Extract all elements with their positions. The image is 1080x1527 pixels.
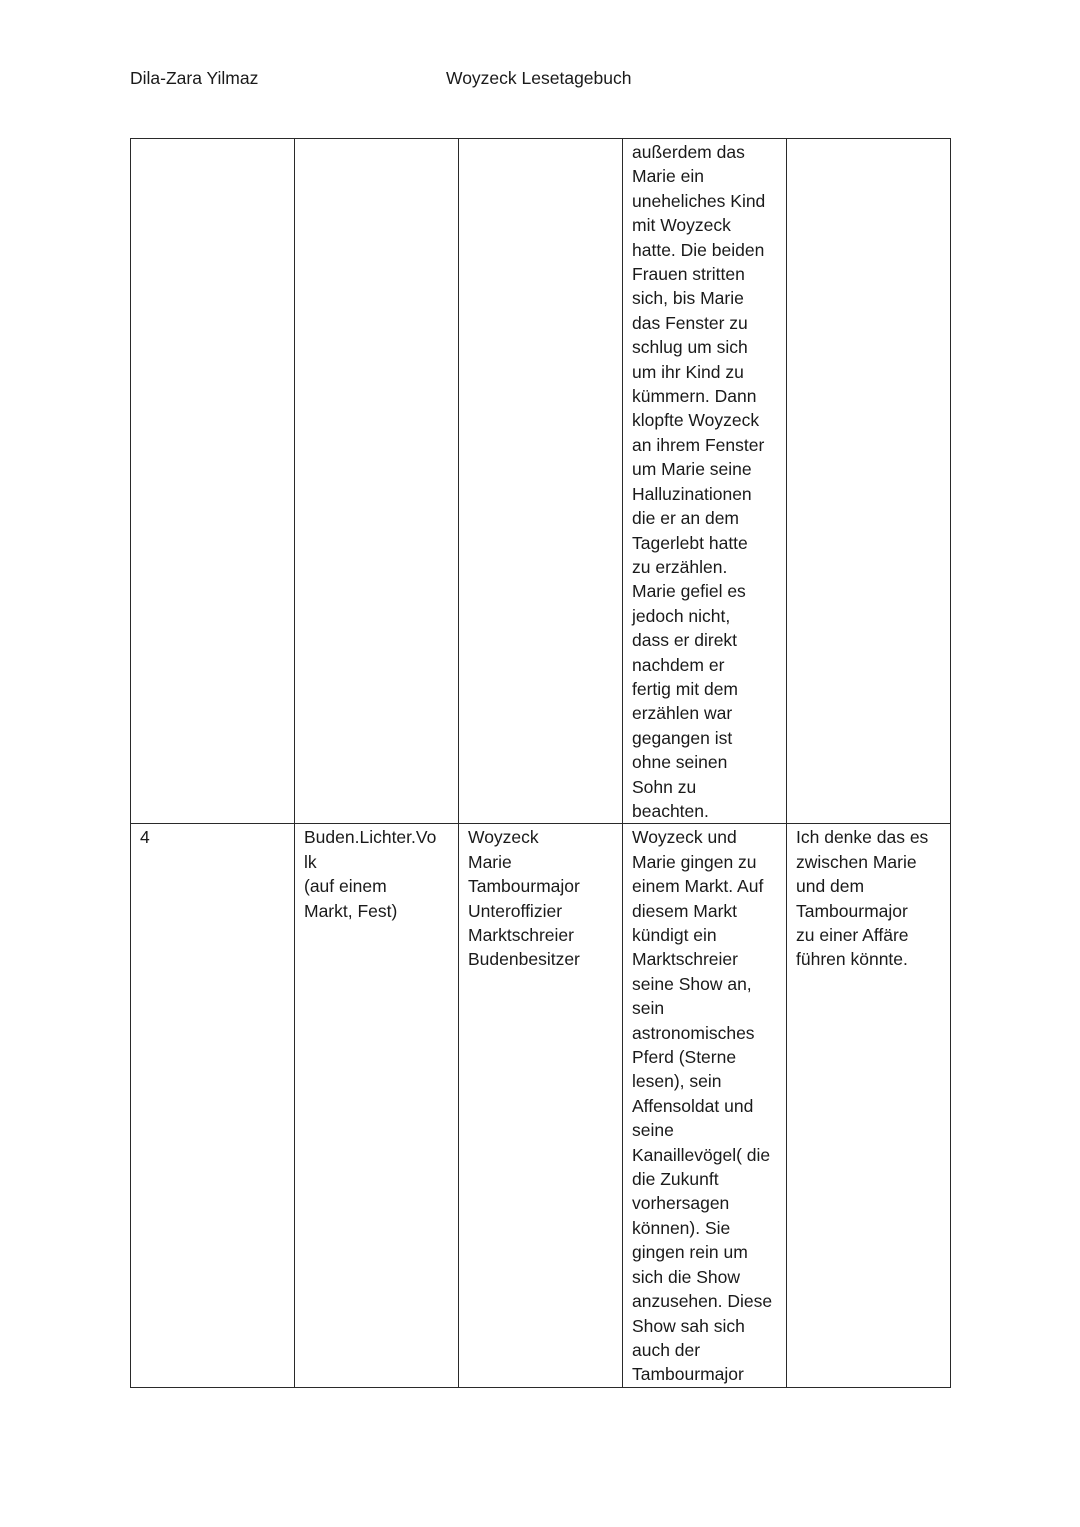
cell-line: anzusehen. Diese	[632, 1291, 773, 1312]
scene-number-cell	[131, 824, 295, 1387]
cell-line: Kanaillevögel( die	[632, 1144, 771, 1165]
cell-line: seine	[632, 1120, 674, 1141]
cell-line: erzählen war	[632, 703, 733, 724]
cell-line: hatte. Die beiden	[632, 239, 765, 260]
cell-line: und dem	[796, 876, 865, 897]
cell-line: die Zukunft	[632, 1169, 719, 1190]
cell-line: Budenbesitzer	[468, 949, 580, 970]
cell-line: gegangen ist	[632, 727, 733, 748]
cell-line: Marktschreier	[632, 949, 738, 970]
cell-line: sich die Show	[632, 1266, 740, 1287]
cell-line: können). Sie	[632, 1217, 731, 1238]
cell-line: klopfte Woyzeck	[632, 410, 760, 431]
cell-line: Tagerlebt hatte	[632, 532, 748, 553]
cell-line: Frauen stritten	[632, 264, 745, 285]
cell-line: sich, bis Marie	[632, 288, 744, 309]
cell-line: kündigt ein	[632, 925, 717, 945]
cell-line: seine Show an,	[632, 973, 752, 994]
cell-line: lk	[304, 851, 317, 872]
cell-line: gingen rein um	[632, 1242, 748, 1263]
comment-cell	[787, 824, 951, 1387]
cell-line: schlug um sich	[632, 337, 748, 358]
place-cell	[295, 824, 459, 1387]
cell-line: die er an dem	[632, 508, 740, 529]
cell-line: das Fenster zu	[632, 312, 748, 333]
cell-line: Woyzeck	[468, 827, 539, 848]
cell-line: ohne seinen	[632, 752, 728, 773]
cell-line: Marie gingen zu	[632, 851, 757, 872]
cell-line: Markt, Fest)	[304, 900, 398, 921]
author-name: Dila-Zara Yilmaz	[130, 68, 259, 88]
cell-line: lesen), sein	[632, 1071, 722, 1092]
cell-line: jedoch nicht,	[632, 605, 731, 626]
comment-cell	[787, 139, 951, 824]
cell-line: mit Woyzeck	[632, 215, 731, 236]
cell-line: Tambourmajor	[796, 900, 908, 921]
cell-line: um Marie seine	[632, 459, 752, 480]
reading-diary-table	[130, 138, 951, 1388]
cell-line: Ich denke das es	[796, 827, 929, 848]
cell-line: Buden.Lichter.Vo	[304, 827, 437, 848]
cell-line: Unteroffizier	[468, 900, 563, 921]
cell-line: (auf einem	[304, 876, 387, 897]
cell-line: uneheliches Kind	[632, 190, 766, 211]
cell-line: einem Markt. Auf	[632, 876, 764, 897]
cell-line: Show sah sich	[632, 1315, 745, 1336]
cell-line: vorhersagen	[632, 1193, 730, 1214]
cell-line: Sohn zu	[632, 776, 697, 797]
cell-line: Affensoldat und	[632, 1095, 754, 1116]
content-summary-cell	[623, 139, 787, 824]
cell-line: Woyzeck und	[632, 827, 737, 848]
cell-line: zu erzählen.	[632, 556, 728, 577]
document-title: Woyzeck Lesetagebuch	[446, 68, 632, 88]
persons-cell	[459, 824, 623, 1387]
cell-line: auch der	[632, 1339, 701, 1360]
cell-line: zu einer Affäre	[796, 925, 909, 945]
cell-line: fertig mit dem	[632, 678, 738, 699]
cell-line: dass er direkt	[632, 630, 738, 651]
cell-line: an ihrem Fenster	[632, 434, 765, 455]
cell-line: außerdem das	[632, 142, 745, 162]
cell-line: 4	[140, 827, 150, 848]
cell-line: zwischen Marie	[796, 851, 917, 872]
cell-line: Marie ein	[632, 166, 704, 187]
cell-line: astronomisches	[632, 1022, 755, 1043]
cell-line: Marktschreier	[468, 925, 574, 945]
content-summary-cell	[623, 824, 787, 1387]
persons-cell	[459, 139, 623, 824]
cell-line: Tambourmajor	[468, 876, 580, 897]
cell-line: diesem Markt	[632, 900, 738, 921]
place-cell	[295, 139, 459, 824]
cell-line: Marie	[468, 851, 512, 872]
cell-line: Tambourmajor	[632, 1364, 744, 1385]
cell-line: um ihr Kind zu	[632, 361, 744, 382]
cell-line: Halluzinationen	[632, 483, 752, 504]
cell-line: Pferd (Sterne	[632, 1047, 737, 1068]
table-row	[131, 139, 951, 824]
cell-line: kümmern. Dann	[632, 386, 757, 407]
scene-number-cell	[131, 139, 295, 824]
cell-line: führen könnte.	[796, 949, 908, 970]
cell-line: Marie gefiel es	[632, 581, 746, 602]
cell-line: sein	[632, 998, 665, 1019]
cell-line: beachten.	[632, 800, 709, 821]
cell-line: nachdem er	[632, 654, 725, 675]
table-row	[131, 824, 951, 1387]
